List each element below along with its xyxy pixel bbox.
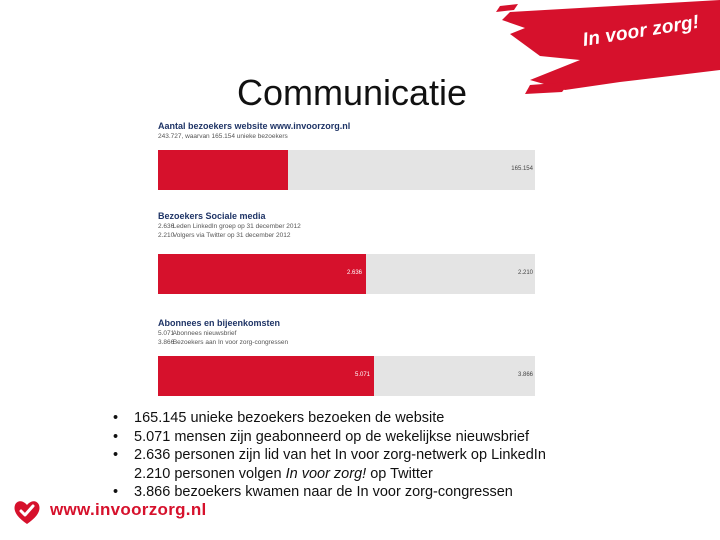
heart-check-icon xyxy=(12,497,42,527)
social-bar-value-a: 2.636 xyxy=(346,270,362,276)
social-heading: Bezoekers Sociale media xyxy=(158,211,266,221)
bullet-continuation xyxy=(113,465,546,484)
events-line xyxy=(158,338,535,347)
bullet-item xyxy=(113,446,546,465)
social-section xyxy=(158,211,535,240)
events-line-number: 3.866 xyxy=(158,339,175,346)
events-line xyxy=(158,329,535,338)
bullet-item xyxy=(113,428,546,447)
events-bar-track xyxy=(158,356,535,396)
social-bar-fill xyxy=(158,254,366,294)
events-section xyxy=(158,318,535,347)
social-line xyxy=(158,222,535,231)
bullet-dot: • xyxy=(113,410,119,426)
social-line xyxy=(158,231,535,240)
events-line-text: Abonnees nieuwsbrief xyxy=(172,330,237,337)
events-line-number: 5.071 xyxy=(158,330,175,337)
footer-url-link[interactable]: www.invoorzorg.nl xyxy=(50,500,207,519)
website-bar-track xyxy=(158,150,535,190)
bullet-emphasis: In voor zorg! xyxy=(285,465,367,482)
events-bar-value-a: 5.071 xyxy=(354,372,370,378)
social-line-text: Volgers via Twitter op 31 december 2012 xyxy=(172,232,291,239)
events-line-text: Bezoekers aan In voor zorg-congressen xyxy=(172,339,289,346)
brand-slogan: In voor zorg! xyxy=(581,11,701,51)
bullet-text: 2.636 personen zijn lid van het In voor zorg-netwerk op LinkedIn xyxy=(134,447,546,463)
bullet-dot: • xyxy=(113,447,119,463)
social-bar-track xyxy=(158,254,535,294)
slide-title: Communicatie xyxy=(236,72,468,113)
bullet-text: 165.145 unieke bezoekers bezoeken de website xyxy=(134,410,445,426)
events-bar-value-b: 3.866 xyxy=(517,372,533,378)
bullet-dot: • xyxy=(113,484,119,500)
bullet-dot: • xyxy=(113,428,119,445)
bullet-list xyxy=(113,409,546,502)
social-line-text: Leden LinkedIn groep op 31 december 2012 xyxy=(172,223,301,230)
bullet-item xyxy=(113,483,546,502)
social-line-number: 2.636 xyxy=(158,223,175,230)
social-line-number: 2.210 xyxy=(158,232,175,239)
bullet-text: op Twitter xyxy=(366,465,433,482)
website-heading: Aantal bezoekers website www.invoorzorg.nl xyxy=(158,121,351,131)
events-bar-fill xyxy=(158,356,374,396)
bullet-item xyxy=(113,409,546,428)
bullet-text: 2.210 personen volgen xyxy=(134,465,286,482)
website-bar-fill xyxy=(158,150,288,190)
website-subheading: 243.727, waarvan 165.154 unieke bezoekers xyxy=(158,133,288,140)
website-bar-value: 165.154 xyxy=(511,166,533,172)
events-heading: Abonnees en bijeenkomsten xyxy=(158,318,281,328)
social-bar-value-b: 2.210 xyxy=(517,270,533,276)
bullet-text: 3.866 bezoekers kwamen naar de In voor zorg-congressen xyxy=(134,484,513,500)
website-section xyxy=(158,121,535,141)
bullet-text: 5.071 mensen zijn geabonneerd op de wekelijkse nieuwsbrief xyxy=(134,428,529,445)
